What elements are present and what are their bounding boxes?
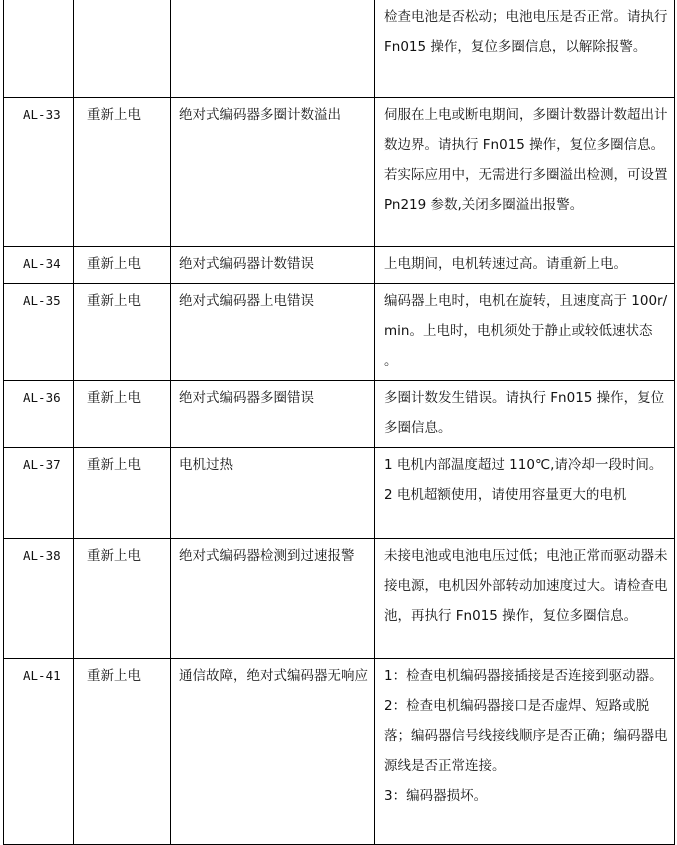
recovery-method: 重新上电: [74, 539, 171, 659]
alarm-name: 电机过热: [171, 448, 375, 539]
alarm-code: AL-33: [4, 98, 74, 247]
alarm-name: 绝对式编码器多圈计数溢出: [171, 98, 375, 247]
recovery-method: [74, 0, 171, 98]
recovery-method: 重新上电: [74, 448, 171, 539]
recovery-method: 重新上电: [74, 284, 171, 381]
alarm-name: 通信故障，绝对式编码器无响应: [171, 659, 375, 845]
recovery-method: 重新上电: [74, 98, 171, 247]
alarm-cause: [375, 539, 675, 659]
alarm-code: AL-34: [4, 247, 74, 284]
alarm-name: 绝对式编码器计数错误: [171, 247, 375, 284]
alarm-code: [4, 0, 74, 98]
table-row: [4, 659, 675, 845]
cause-text: 上电期间，电机转速过高。请重新上电。: [384, 256, 627, 272]
table-row: [4, 0, 675, 98]
recovery-method: 重新上电: [74, 381, 171, 448]
table-row: [4, 539, 675, 659]
cause-item: 2：检查电机编码器接口是否虚焊、短路或脱落；编码器信号线接线顺序是否正确；编码器电源线是否正常连接。: [384, 698, 668, 774]
alarm-code: AL-38: [4, 539, 74, 659]
table-row: [4, 448, 675, 539]
alarm-cause: [375, 98, 675, 247]
recovery-method: 重新上电: [74, 247, 171, 284]
alarm-code: AL-41: [4, 659, 74, 845]
alarm-cause: [375, 381, 675, 448]
alarm-table: [3, 0, 675, 845]
alarm-code: AL-36: [4, 381, 74, 448]
alarm-code: AL-37: [4, 448, 74, 539]
cause-item: 2 电机超额使用，请使用容量更大的电机: [384, 487, 627, 503]
cause-item: 1：检查电机编码器接插接是否连接到驱动器。: [384, 668, 663, 684]
cause-text: 检查电池是否松动；电池电压是否正常。请执行 Fn015 操作，复位多圈信息，以解除报警。: [384, 9, 668, 55]
cause-text: 未接电池或电池电压过低；电池正常而驱动器未接电源，电机因外部转动加速度过大。请检查电池，再执行 Fn015 操作，复位多圈信息。: [384, 548, 668, 624]
alarm-name: [171, 0, 375, 98]
alarm-code: AL-35: [4, 284, 74, 381]
table-row: [4, 284, 675, 381]
alarm-cause: [375, 284, 675, 381]
alarm-cause: [375, 247, 675, 284]
alarm-cause: [375, 659, 675, 845]
cause-text: 多圈计数发生错误。请执行 Fn015 操作，复位多圈信息。: [384, 390, 665, 436]
table-row: [4, 247, 675, 284]
alarm-cause: [375, 0, 675, 98]
table-row: [4, 98, 675, 247]
cause-text: 编码器上电时，电机在旋转，且速度高于 100r/min。上电时，电机须处于静止或较低速状态 。: [384, 293, 668, 369]
cause-item: 3：编码器损坏。: [384, 788, 488, 804]
table-row: [4, 381, 675, 448]
alarm-name: 绝对式编码器检测到过速报警: [171, 539, 375, 659]
alarm-name: 绝对式编码器多圈错误: [171, 381, 375, 448]
recovery-method: 重新上电: [74, 659, 171, 845]
cause-item: 1 电机内部温度超过 110℃,请冷却一段时间。: [384, 457, 663, 473]
cause-text: 伺服在上电或断电期间，多圈计数器计数超出计数边界。请执行 Fn015 操作，复位多圈信息。若实际应用中，无需进行多圈溢出检测，可设置 Pn219 参数,关闭多圈溢出报警。: [384, 107, 668, 213]
alarm-cause: [375, 448, 675, 539]
alarm-name: 绝对式编码器上电错误: [171, 284, 375, 381]
